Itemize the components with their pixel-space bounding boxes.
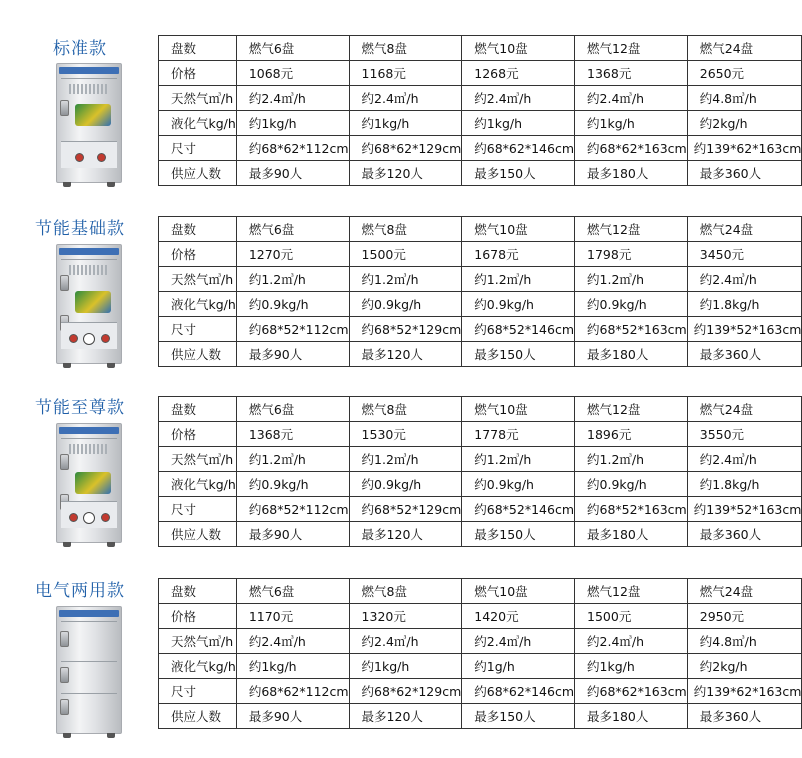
table-cell: 最多150人: [462, 342, 575, 367]
steam-cabinet-icon: [56, 606, 122, 734]
table-cell: 1778元: [462, 422, 575, 447]
table-header-row: [159, 579, 802, 604]
row-label: 尺寸: [159, 497, 237, 522]
table-cell: 最多120人: [349, 342, 462, 367]
table-cell: 最多90人: [236, 522, 349, 547]
header-cell: 燃气10盘: [462, 217, 575, 242]
row-label: 天然气㎥/h: [159, 267, 237, 292]
row-label: 供应人数: [159, 161, 237, 186]
steam-cabinet-icon: [56, 63, 122, 183]
table-cell: 1368元: [575, 61, 688, 86]
table-cell: 最多90人: [236, 161, 349, 186]
table-cell: 约1.2㎥/h: [462, 267, 575, 292]
table-cell: 1530元: [349, 422, 462, 447]
table-cell: 最多180人: [575, 161, 688, 186]
steam-cabinet-icon: [56, 244, 122, 364]
table-cell: 2650元: [687, 61, 802, 86]
row-label: 价格: [159, 242, 237, 267]
spec-table: [158, 35, 802, 186]
row-label: 液化气kg/h: [159, 654, 237, 679]
table-cell: 约68*62*146cm: [462, 679, 575, 704]
table-cell: 约68*52*163cm: [575, 497, 688, 522]
table-cell: 3450元: [687, 242, 802, 267]
table-cell: 约1.2㎥/h: [236, 447, 349, 472]
row-label: 价格: [159, 61, 237, 86]
table-header-row: [159, 217, 802, 242]
header-cell: 燃气8盘: [349, 579, 462, 604]
table-cell: 1896元: [575, 422, 688, 447]
table-cell: 约1kg/h: [236, 111, 349, 136]
table-cell: 最多360人: [687, 522, 802, 547]
table-row: [159, 604, 802, 629]
spec-table: [158, 396, 802, 547]
table-cell: 最多150人: [462, 704, 575, 729]
table-cell: 约4.8㎥/h: [687, 86, 802, 111]
table-cell: 最多180人: [575, 522, 688, 547]
header-cell: 燃气10盘: [462, 579, 575, 604]
header-cell: 燃气12盘: [575, 579, 688, 604]
table-cell: 最多360人: [687, 161, 802, 186]
table-cell: 1500元: [575, 604, 688, 629]
table-cell: 1270元: [236, 242, 349, 267]
table-cell: 2950元: [687, 604, 802, 629]
table-cell: 约68*62*163cm: [575, 679, 688, 704]
table-cell: 约2.4㎥/h: [349, 629, 462, 654]
row-label: 天然气㎥/h: [159, 447, 237, 472]
header-cell: 燃气8盘: [349, 36, 462, 61]
table-cell: 最多90人: [236, 342, 349, 367]
header-cell: 燃气8盘: [349, 217, 462, 242]
table-cell: 约1.2㎥/h: [575, 447, 688, 472]
header-cell: 燃气24盘: [687, 579, 802, 604]
table-cell: 约2.4㎥/h: [575, 629, 688, 654]
table-cell: 最多120人: [349, 704, 462, 729]
table-cell: 1420元: [462, 604, 575, 629]
row-label: 供应人数: [159, 704, 237, 729]
table-row: [159, 447, 802, 472]
table-cell: 3550元: [687, 422, 802, 447]
table-cell: 约0.9kg/h: [349, 292, 462, 317]
table-cell: 约68*62*146cm: [462, 136, 575, 161]
table-row: [159, 497, 802, 522]
table-cell: 约139*62*163cm: [687, 136, 802, 161]
row-label: 尺寸: [159, 317, 237, 342]
table-cell: 约2.4㎥/h: [575, 86, 688, 111]
header-cell: 燃气8盘: [349, 397, 462, 422]
table-row: [159, 342, 802, 367]
table-cell: 约68*52*146cm: [462, 497, 575, 522]
table-row: [159, 317, 802, 342]
header-cell: 燃气10盘: [462, 397, 575, 422]
header-cell: 燃气24盘: [687, 36, 802, 61]
steam-cabinet-icon: [56, 423, 122, 543]
table-header-row: [159, 397, 802, 422]
row-label: 尺寸: [159, 679, 237, 704]
row-label: 供应人数: [159, 342, 237, 367]
table-cell: 约2.4㎥/h: [687, 267, 802, 292]
table-cell: 约2.4㎥/h: [462, 629, 575, 654]
table-cell: 最多120人: [349, 161, 462, 186]
row-label: 液化气kg/h: [159, 111, 237, 136]
table-cell: 最多360人: [687, 704, 802, 729]
table-cell: 约0.9kg/h: [462, 292, 575, 317]
table-cell: 1798元: [575, 242, 688, 267]
table-cell: 约1.2㎥/h: [349, 447, 462, 472]
table-row: [159, 704, 802, 729]
row-label: 价格: [159, 422, 237, 447]
table-row: [159, 629, 802, 654]
table-cell: 约2.4㎥/h: [462, 86, 575, 111]
table-cell: 约68*52*112cm: [236, 317, 349, 342]
model-title: 标准款: [53, 39, 107, 59]
table-cell: 约1kg/h: [575, 111, 688, 136]
table-cell: 约0.9kg/h: [236, 292, 349, 317]
table-cell: 约68*52*129cm: [349, 497, 462, 522]
table-row: [159, 472, 802, 497]
table-cell: 约1g/h: [462, 654, 575, 679]
table-cell: 约68*62*129cm: [349, 136, 462, 161]
table-header-row: [159, 36, 802, 61]
table-cell: 1068元: [236, 61, 349, 86]
header-cell: 燃气6盘: [236, 217, 349, 242]
table-cell: 约1kg/h: [236, 654, 349, 679]
table-cell: 约0.9kg/h: [575, 292, 688, 317]
row-label: 液化气kg/h: [159, 292, 237, 317]
table-cell: 约68*62*112cm: [236, 679, 349, 704]
table-cell: 约1kg/h: [349, 654, 462, 679]
table-cell: 1678元: [462, 242, 575, 267]
table-row: [159, 292, 802, 317]
spec-table: [158, 216, 802, 367]
table-cell: 约4.8㎥/h: [687, 629, 802, 654]
table-cell: 约68*62*112cm: [236, 136, 349, 161]
header-cell: 燃气12盘: [575, 217, 688, 242]
table-cell: 约1.2㎥/h: [236, 267, 349, 292]
table-cell: 最多120人: [349, 522, 462, 547]
header-cell: 燃气6盘: [236, 579, 349, 604]
table-row: [159, 422, 802, 447]
table-row: [159, 242, 802, 267]
header-cell: 燃气6盘: [236, 36, 349, 61]
table-row: [159, 522, 802, 547]
table-cell: 1500元: [349, 242, 462, 267]
table-cell: 约2kg/h: [687, 111, 802, 136]
header-cell: 燃气12盘: [575, 397, 688, 422]
row-label: 供应人数: [159, 522, 237, 547]
table-cell: 约139*52*163cm: [687, 317, 802, 342]
table-cell: 约2.4㎥/h: [349, 86, 462, 111]
table-cell: 最多360人: [687, 342, 802, 367]
table-cell: 最多90人: [236, 704, 349, 729]
table-cell: 1268元: [462, 61, 575, 86]
table-cell: 约68*52*146cm: [462, 317, 575, 342]
table-cell: 约1.8kg/h: [687, 472, 802, 497]
row-label: 液化气kg/h: [159, 472, 237, 497]
table-row: [159, 86, 802, 111]
table-cell: 1170元: [236, 604, 349, 629]
table-cell: 约1.8kg/h: [687, 292, 802, 317]
table-cell: 约2.4㎥/h: [236, 629, 349, 654]
model-title: 节能基础款: [35, 219, 125, 239]
table-row: [159, 111, 802, 136]
table-cell: 约2kg/h: [687, 654, 802, 679]
header-cell: 燃气24盘: [687, 397, 802, 422]
table-row: [159, 61, 802, 86]
header-cell: 燃气10盘: [462, 36, 575, 61]
table-row: [159, 267, 802, 292]
table-cell: 最多180人: [575, 704, 688, 729]
table-cell: 约68*52*112cm: [236, 497, 349, 522]
table-row: [159, 136, 802, 161]
table-cell: 约0.9kg/h: [462, 472, 575, 497]
table-cell: 最多150人: [462, 522, 575, 547]
table-cell: 最多150人: [462, 161, 575, 186]
table-row: [159, 679, 802, 704]
table-row: [159, 161, 802, 186]
table-cell: 1368元: [236, 422, 349, 447]
table-cell: 约68*62*129cm: [349, 679, 462, 704]
table-cell: 约1kg/h: [575, 654, 688, 679]
model-title: 节能至尊款: [35, 398, 125, 418]
table-cell: 约1.2㎥/h: [575, 267, 688, 292]
row-label: 价格: [159, 604, 237, 629]
row-label: 尺寸: [159, 136, 237, 161]
header-cell: 盘数: [159, 217, 237, 242]
table-cell: 约1kg/h: [462, 111, 575, 136]
header-cell: 燃气12盘: [575, 36, 688, 61]
table-cell: 约139*62*163cm: [687, 679, 802, 704]
table-cell: 约1kg/h: [349, 111, 462, 136]
table-cell: 约0.9kg/h: [349, 472, 462, 497]
table-cell: 约68*52*163cm: [575, 317, 688, 342]
row-label: 天然气㎥/h: [159, 86, 237, 111]
table-cell: 约2.4㎥/h: [687, 447, 802, 472]
table-cell: 最多180人: [575, 342, 688, 367]
table-cell: 约0.9kg/h: [575, 472, 688, 497]
table-row: [159, 654, 802, 679]
header-cell: 燃气6盘: [236, 397, 349, 422]
header-cell: 盘数: [159, 579, 237, 604]
model-title: 电气两用款: [35, 581, 125, 601]
spec-table: [158, 578, 802, 729]
header-cell: 盘数: [159, 36, 237, 61]
table-cell: 1320元: [349, 604, 462, 629]
table-cell: 1168元: [349, 61, 462, 86]
table-cell: 约1.2㎥/h: [462, 447, 575, 472]
table-cell: 约0.9kg/h: [236, 472, 349, 497]
table-cell: 约139*52*163cm: [687, 497, 802, 522]
header-cell: 盘数: [159, 397, 237, 422]
table-cell: 约2.4㎥/h: [236, 86, 349, 111]
table-cell: 约68*62*163cm: [575, 136, 688, 161]
row-label: 天然气㎥/h: [159, 629, 237, 654]
table-cell: 约68*52*129cm: [349, 317, 462, 342]
header-cell: 燃气24盘: [687, 217, 802, 242]
table-cell: 约1.2㎥/h: [349, 267, 462, 292]
